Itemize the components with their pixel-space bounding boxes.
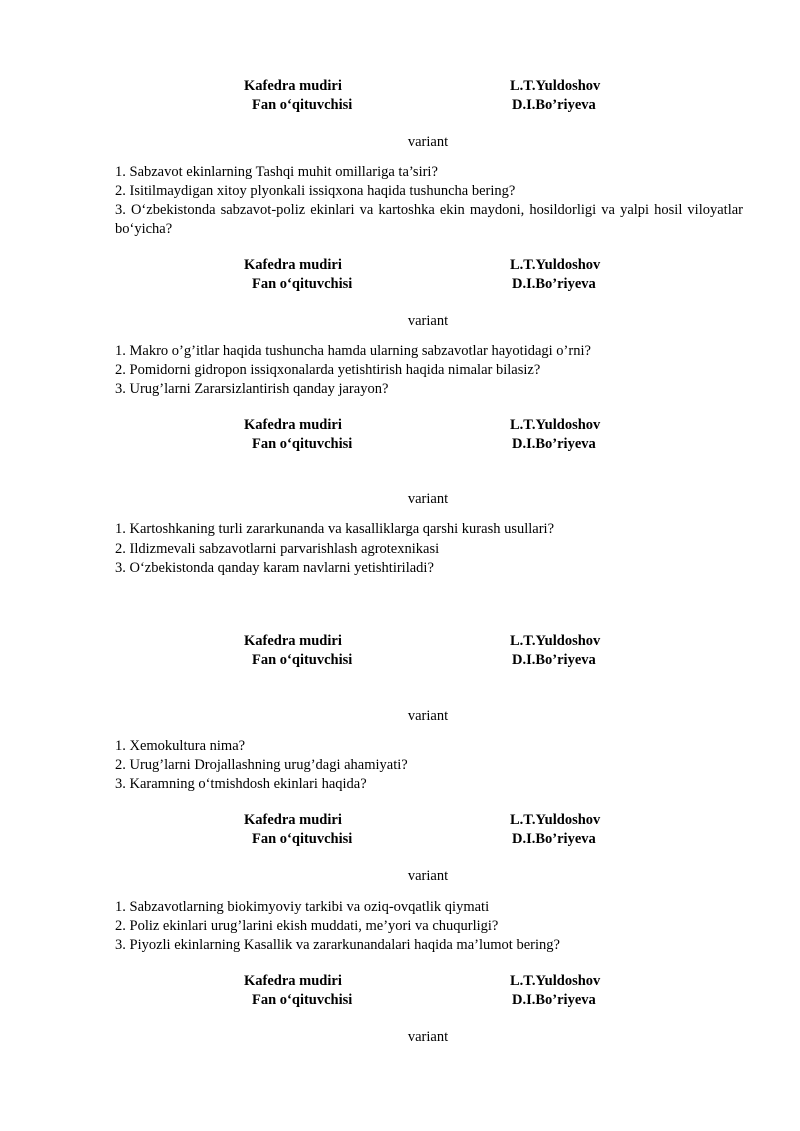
signature-role-head: Kafedra mudiri	[244, 417, 342, 433]
signature-name-teacher: D.I.Bo’riyeva	[512, 652, 596, 668]
question-item: 3. Urug’larni Zararsizlantirish qanday jarayon?	[115, 381, 389, 397]
signature-role-teacher: Fan o‘qituvchisi	[252, 97, 353, 113]
signature-role-teacher: Fan o‘qituvchisi	[252, 276, 353, 292]
question-item: 2. Poliz ekinlari urug’larini ekish muddati, me’yori va chuqurligi?	[115, 918, 499, 934]
question-item: 3. Karamning o‘tmishdosh ekinlari haqida?	[115, 776, 367, 792]
signature-role-teacher: Fan o‘qituvchisi	[252, 831, 353, 847]
variant-heading: variant	[407, 1029, 449, 1045]
signature-role-head: Kafedra mudiri	[244, 257, 342, 273]
question-item: 3. O‘zbekistonda qanday karam navlarni yetishtiriladi?	[115, 560, 434, 576]
question-item: 1. Sabzavot ekinlarning Tashqi muhit omillariga ta’siri?	[115, 164, 438, 180]
variant-heading: variant	[407, 708, 449, 724]
signature-name-head: L.T.Yuldoshov	[510, 812, 601, 828]
variant-heading: variant	[407, 134, 449, 150]
signature-name-head: L.T.Yuldoshov	[510, 633, 601, 649]
question-item: 3. O‘zbekistonda sabzavot-poliz ekinlari va kartoshka ekin maydoni, hosildorligi va yalpi hosil viloyatlar bo‘yicha?	[115, 202, 743, 237]
signature-name-head: L.T.Yuldoshov	[510, 257, 601, 273]
signature-role-teacher: Fan o‘qituvchisi	[252, 992, 353, 1008]
question-item: 1. Sabzavotlarning biokimyoviy tarkibi va oziq-ovqatlik qiymati	[115, 899, 490, 915]
variant-heading: variant	[407, 868, 449, 884]
signature-name-teacher: D.I.Bo’riyeva	[512, 436, 596, 452]
signature-role-head: Kafedra mudiri	[244, 973, 342, 989]
question-item: 2. Ildizmevali sabzavotlarni parvarishlash agrotexnikasi	[115, 541, 440, 557]
signature-name-head: L.T.Yuldoshov	[510, 78, 601, 94]
signature-role-head: Kafedra mudiri	[244, 633, 342, 649]
signature-role-teacher: Fan o‘qituvchisi	[252, 436, 353, 452]
signature-name-head: L.T.Yuldoshov	[510, 417, 601, 433]
signature-role-head: Kafedra mudiri	[244, 812, 342, 828]
signature-role-head: Kafedra mudiri	[244, 78, 342, 94]
signature-name-teacher: D.I.Bo’riyeva	[512, 992, 596, 1008]
question-item: 2. Urug’larni Drojallashning urug’dagi ahamiyati?	[115, 757, 408, 773]
question-item: 3. Piyozli ekinlarning Kasallik va zararkunandalari haqida ma’lumot bering?	[115, 937, 560, 953]
question-item: 2. Isitilmaydigan xitoy plyonkali issiqxona haqida tushuncha bering?	[115, 183, 516, 199]
signature-name-head: L.T.Yuldoshov	[510, 973, 601, 989]
signature-name-teacher: D.I.Bo’riyeva	[512, 276, 596, 292]
variant-heading: variant	[407, 491, 449, 507]
signature-name-teacher: D.I.Bo’riyeva	[512, 97, 596, 113]
question-item: 1. Kartoshkaning turli zararkunanda va kasalliklarga qarshi kurash usullari?	[115, 521, 555, 537]
signature-name-teacher: D.I.Bo’riyeva	[512, 831, 596, 847]
question-item: 1. Makro o’g’itlar haqida tushuncha hamda ularning sabzavotlar hayotidagi o’rni?	[115, 343, 591, 359]
signature-role-teacher: Fan o‘qituvchisi	[252, 652, 353, 668]
question-item: 1. Xemokultura nima?	[115, 738, 246, 754]
variant-heading: variant	[407, 313, 449, 329]
question-item: 2. Pomidorni gidropon issiqxonalarda yetishtirish haqida nimalar bilasiz?	[115, 362, 541, 378]
